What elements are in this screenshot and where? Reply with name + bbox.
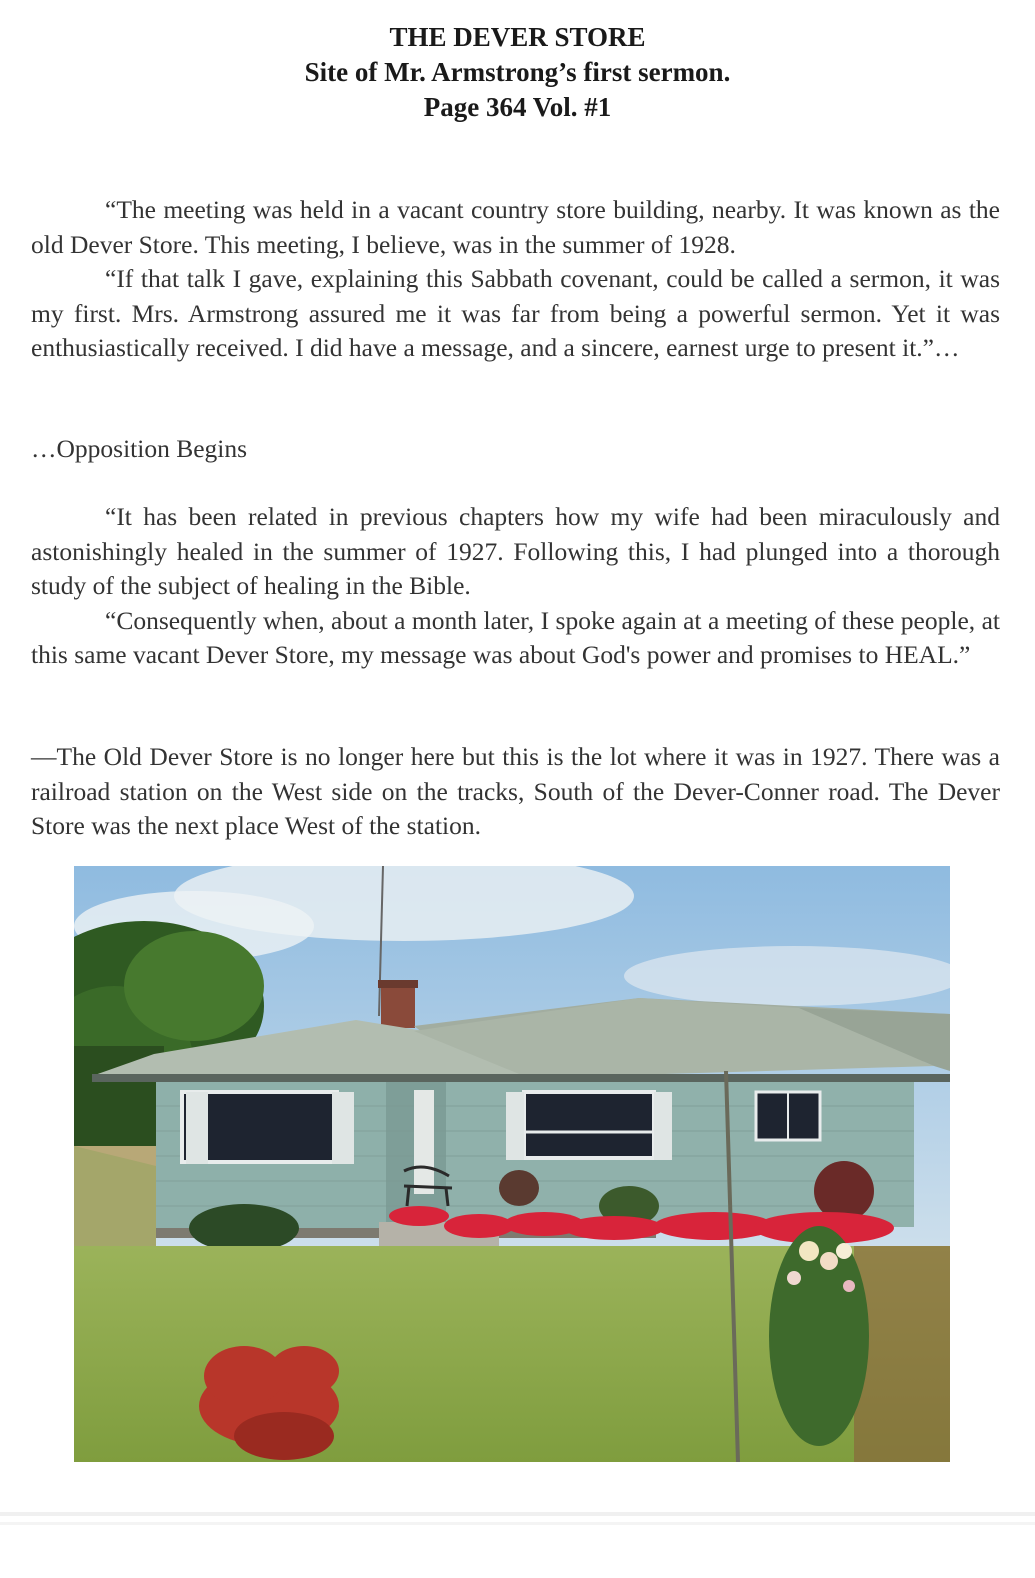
quote2-paragraph-1: “It has been related in previous chapters how my wife had been miraculously and astonishingly healed in the summer of 1927. Following this, I had plunged into a thorough study of the subject of healing in the Bible.: [31, 502, 1000, 600]
quote2-paragraph-2: “Consequently when, about a month later, I spoke again at a meeting of these people, at this same vacant Dever Store, my message was about God's power and promises to HEAL.”: [31, 605, 1000, 669]
section-heading: …Opposition Begins: [31, 434, 248, 463]
quote-block-2: [31, 500, 1000, 673]
section-heading-block: [31, 432, 1000, 467]
page-subtitle: Site of Mr. Armstrong’s first sermon.: [304, 57, 731, 87]
page-title: THE DEVER STORE: [389, 22, 646, 52]
quote1-paragraph-1: “The meeting was held in a vacant country store building, nearby. It was known as the old Dever Store. This meeting, I believe, was in the summer of 1928.: [31, 195, 1000, 259]
scan-artifact: [0, 1508, 1035, 1538]
door: [414, 1090, 434, 1194]
chimney: [381, 984, 415, 1028]
house-photo: [74, 866, 950, 1462]
window-center: [524, 1092, 654, 1158]
page-header: [0, 20, 1035, 125]
page-reference: Page 364 Vol. #1: [423, 92, 612, 122]
note-block: [31, 740, 1000, 844]
quote1-paragraph-2: “If that talk I gave, explaining this Sabbath covenant, could be called a sermon, it was my first. Mrs. Armstrong assured me it was far from being a powerful sermon. Yet it was enthusiastically received. I did have a message, and a sincere, earnest urge to present it.”…: [31, 264, 1000, 362]
location-note: —The Old Dever Store is no longer here but this is the lot where it was in 1927. There was a railroad station on the West side on the tracks, South of the Dever-Conner road. The Dever Store was the next place West of the station.: [31, 742, 1000, 840]
rose-bush: [769, 1226, 869, 1446]
quote-block-1: [31, 193, 1000, 366]
